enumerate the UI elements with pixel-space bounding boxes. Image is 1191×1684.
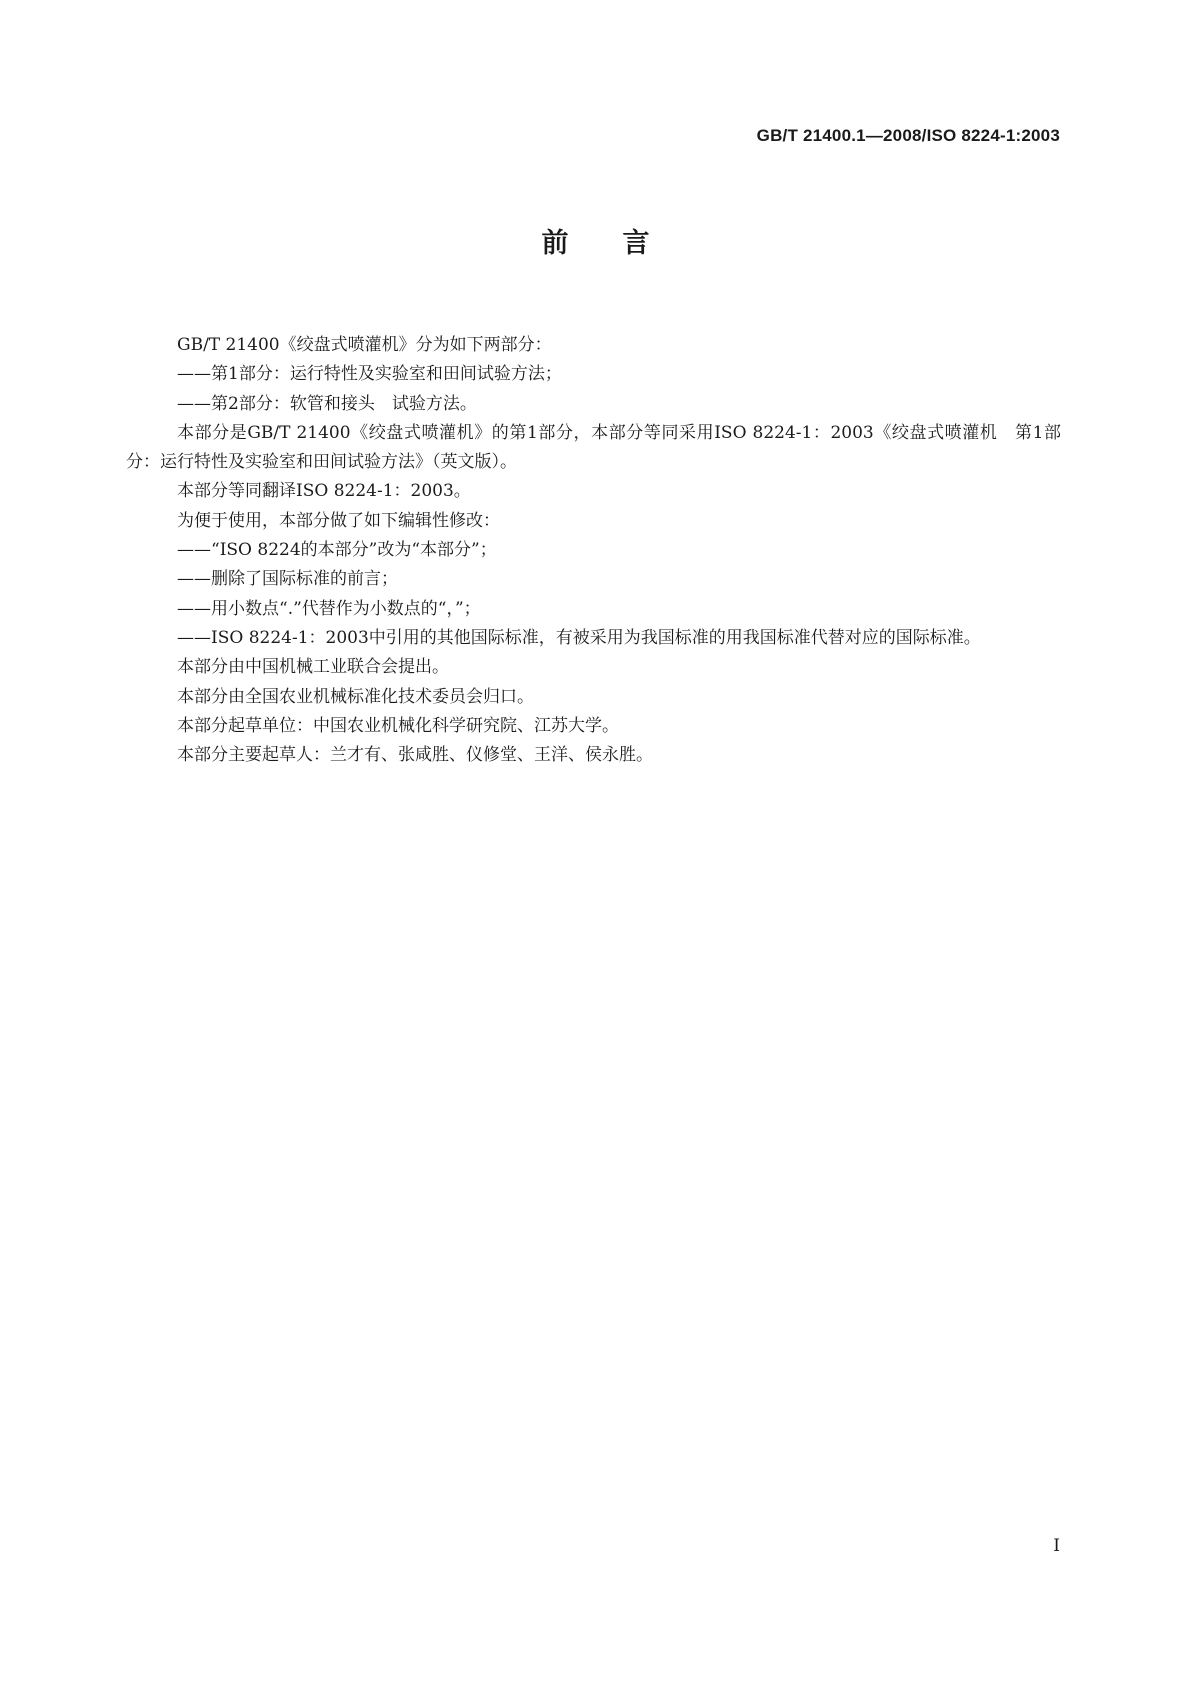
paragraph-translation: 本部分等同翻译ISO 8224-1：2003。: [177, 481, 471, 502]
standard-number: GB/T 21400.1—2008/ISO 8224-1:2003: [756, 126, 1060, 145]
foreword-body: [126, 331, 1061, 770]
list-item-part1: ——第1部分：运行特性及实验室和田间试验方法；: [177, 364, 562, 385]
paragraph-drafting-units: 本部分起草单位：中国农业机械化科学研究院、江苏大学。: [177, 715, 619, 736]
paragraph-intro: GB/T 21400《绞盘式喷灌机》分为如下两部分：: [177, 335, 552, 355]
paragraph-edits-intro: 为便于使用，本部分做了如下编辑性修改：: [177, 510, 500, 531]
paragraph-centralized-by: 本部分由全国农业机械标准化技术委员会归口。: [177, 686, 534, 707]
paragraph-proposed-by: 本部分由中国机械工业联合会提出。: [177, 657, 449, 678]
paragraph-drafters: 本部分主要起草人：兰才有、张咸胜、仪修堂、王洋、侯永胜。: [177, 745, 653, 766]
list-item-edit2: ——删除了国际标准的前言；: [177, 569, 398, 590]
list-item-edit4: ——ISO 8224-1：2003中引用的其他国际标准，有被采用为我国标准的用我国标准代替对应的国际标准。: [177, 627, 981, 648]
paragraph-adoption: 本部分是GB/T 21400《绞盘式喷灌机》的第1部分，本部分等同采用ISO 8224-1：2003《绞盘式喷灌机 第1部分：运行特性及实验室和田间试验方法》（英文版）。: [126, 422, 1061, 473]
page-number: I: [1053, 1536, 1060, 1556]
page-title: 前言: [541, 228, 704, 259]
list-item-edit1: ——“ISO 8224的本部分”改为“本部分”；: [177, 540, 497, 561]
list-item-edit3: ——用小数点“.”代替作为小数点的“，”；: [177, 598, 481, 619]
list-item-part2: ——第2部分：软管和接头 试验方法。: [177, 393, 477, 414]
